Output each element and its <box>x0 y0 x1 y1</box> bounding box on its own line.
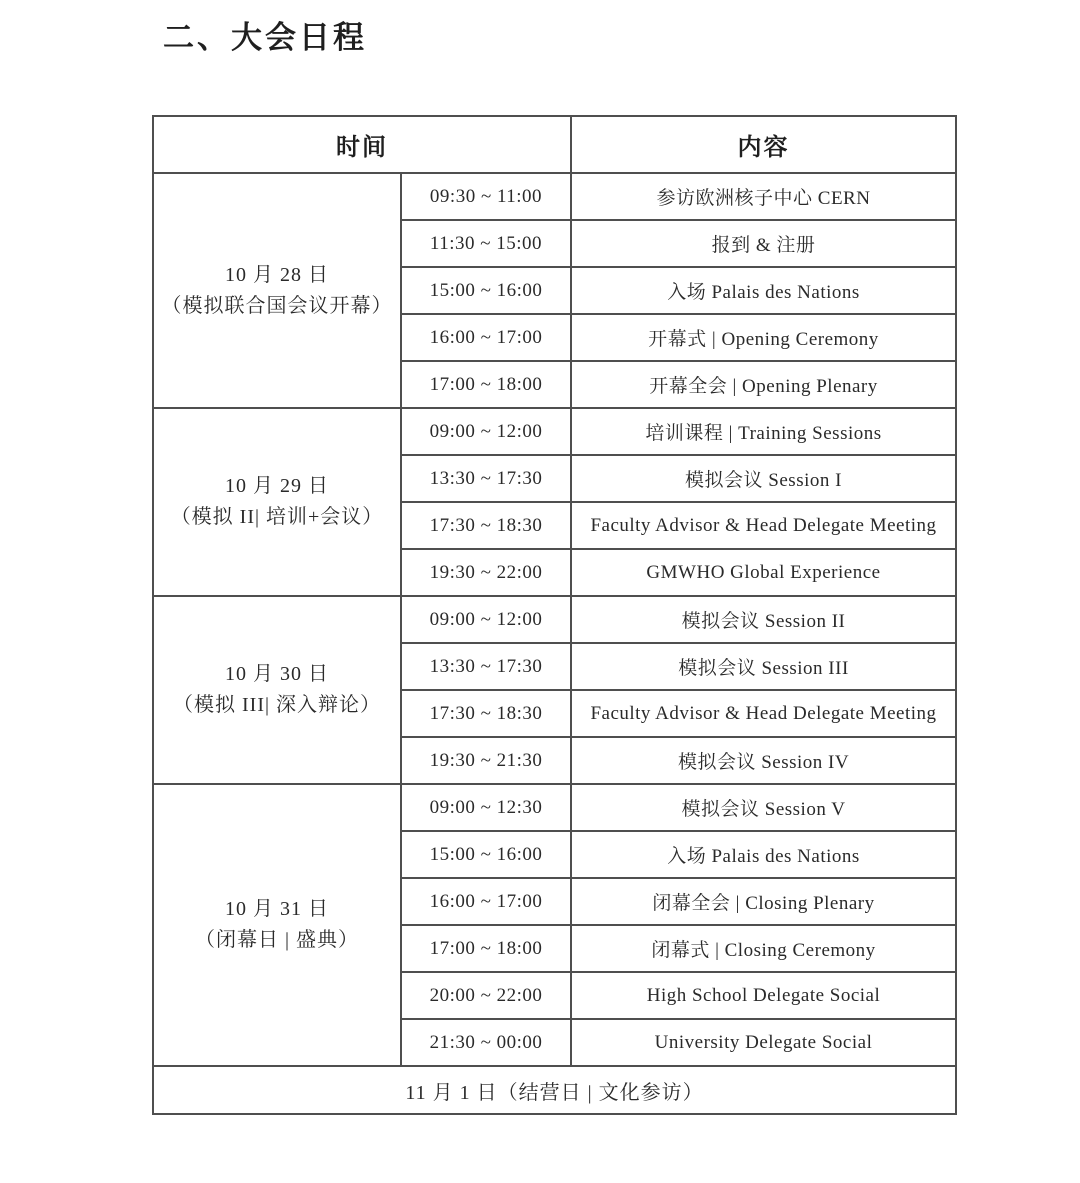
table-row <box>153 408 956 455</box>
time-cell: 09:00 ~ 12:00 <box>401 408 571 455</box>
time-cell: 09:00 ~ 12:00 <box>401 596 571 643</box>
date-label: 10 月 29 日 <box>225 475 329 497</box>
column-header-content: 内容 <box>571 116 956 173</box>
content-cell: 模拟会议 Session I <box>571 455 956 502</box>
time-cell: 17:00 ~ 18:00 <box>401 361 571 408</box>
content-cell: 模拟会议 Session IV <box>571 737 956 784</box>
time-cell: 17:30 ~ 18:30 <box>401 502 571 549</box>
table-row <box>153 173 956 220</box>
content-cell: 报到 & 注册 <box>571 220 956 267</box>
column-header-time: 时间 <box>153 116 571 173</box>
time-cell: 16:00 ~ 17:00 <box>401 314 571 361</box>
content-cell: 培训课程 | Training Sessions <box>571 408 956 455</box>
date-label: 10 月 28 日 <box>225 263 329 286</box>
date-label: 10 月 31 日 <box>225 898 329 920</box>
content-cell: High School Delegate Social <box>571 972 956 1019</box>
content-cell: 入场 Palais des Nations <box>571 267 956 314</box>
content-cell: 开幕式 | Opening Ceremony <box>571 314 956 361</box>
date-subtitle: （模拟 II| 培训+会议） <box>170 506 384 528</box>
time-cell: 13:30 ~ 17:30 <box>401 643 571 690</box>
date-cell-oct28 <box>153 173 401 408</box>
time-cell: 17:00 ~ 18:00 <box>401 925 571 972</box>
time-cell: 15:00 ~ 16:00 <box>401 267 571 314</box>
time-cell: 17:30 ~ 18:30 <box>401 690 571 737</box>
time-cell: 19:30 ~ 22:00 <box>401 549 571 596</box>
time-cell: 09:30 ~ 11:00 <box>401 173 571 220</box>
date-subtitle: （闭幕日 | 盛典） <box>194 929 359 951</box>
table-footer-row <box>153 1066 956 1114</box>
content-cell: 开幕全会 | Opening Plenary <box>571 361 956 408</box>
footer-note: 11 月 1 日（结营日 | 文化参访） <box>153 1066 956 1114</box>
date-subtitle: （模拟 III| 深入辩论） <box>173 694 381 716</box>
time-cell: 13:30 ~ 17:30 <box>401 455 571 502</box>
table-row <box>153 784 956 831</box>
time-cell: 15:00 ~ 16:00 <box>401 831 571 878</box>
content-cell: 闭幕全会 | Closing Plenary <box>571 878 956 925</box>
time-cell: 09:00 ~ 12:30 <box>401 784 571 831</box>
schedule-table <box>152 115 957 1115</box>
content-cell: 模拟会议 Session III <box>571 643 956 690</box>
table-row <box>153 596 956 643</box>
content-cell: Faculty Advisor & Head Delegate Meeting <box>571 690 956 737</box>
content-cell: 参访欧洲核子中心 CERN <box>571 173 956 220</box>
content-cell: GMWHO Global Experience <box>571 549 956 596</box>
content-cell: 闭幕式 | Closing Ceremony <box>571 925 956 972</box>
time-cell: 16:00 ~ 17:00 <box>401 878 571 925</box>
content-cell: 入场 Palais des Nations <box>571 831 956 878</box>
content-cell: University Delegate Social <box>571 1019 956 1066</box>
time-cell: 11:30 ~ 15:00 <box>401 220 571 267</box>
date-cell-oct30 <box>153 596 401 784</box>
page-title: 二、大会日程 <box>163 20 367 55</box>
time-cell: 21:30 ~ 00:00 <box>401 1019 571 1066</box>
date-cell-oct31 <box>153 784 401 1066</box>
time-cell: 19:30 ~ 21:30 <box>401 737 571 784</box>
content-cell: 模拟会议 Session V <box>571 784 956 831</box>
table-header-row <box>153 116 956 173</box>
content-cell: Faculty Advisor & Head Delegate Meeting <box>571 502 956 549</box>
date-label: 10 月 30 日 <box>225 663 329 685</box>
content-cell: 模拟会议 Session II <box>571 596 956 643</box>
time-cell: 20:00 ~ 22:00 <box>401 972 571 1019</box>
date-subtitle: （模拟联合国会议开幕） <box>161 294 393 317</box>
date-cell-oct29 <box>153 408 401 596</box>
